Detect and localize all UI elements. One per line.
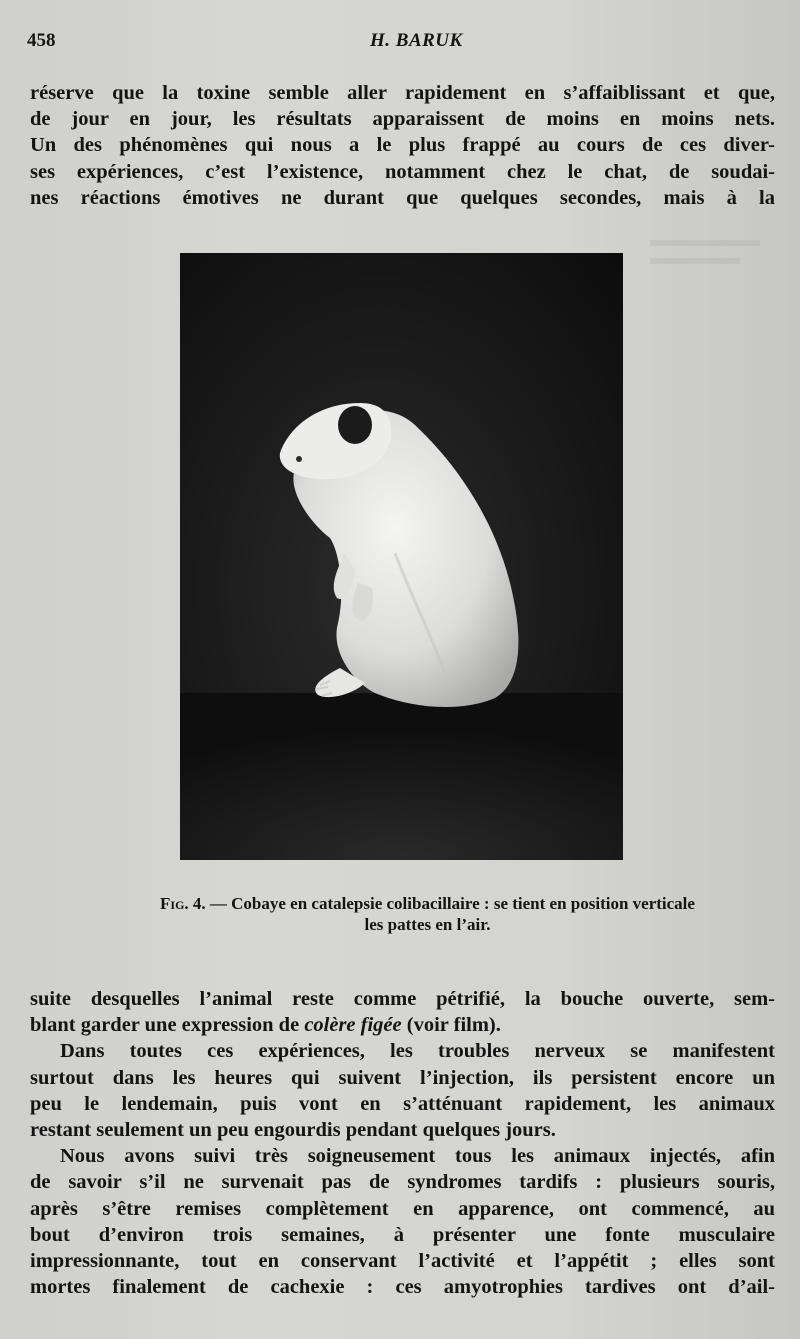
text-line: Nous avons suivi très soigneusement tous les animaux injectés, afin	[60, 1145, 775, 1168]
text-line: de savoir s’il ne survenait pas de syndromes tardifs : plusieurs souris,	[30, 1171, 775, 1194]
text-segment: blant garder une expression de	[30, 1014, 305, 1037]
caption-text: — Cobaye en catalepsie colibacillaire : se tient en position verticale	[209, 894, 695, 913]
page-number: 458	[27, 30, 56, 51]
text-line: de jour en jour, les résultats apparaissent de moins en moins nets.	[30, 108, 775, 131]
figure-photo-guinea-pig	[180, 253, 623, 860]
guinea-pig-photo	[180, 253, 623, 860]
figure-label: Fig. 4.	[160, 894, 206, 913]
page-header	[27, 30, 760, 56]
text-line: Un des phénomènes qui nous a le plus frappé au cours de ces diver-	[30, 134, 775, 157]
running-head: H. BARUK	[370, 30, 463, 51]
body-text-top	[30, 80, 775, 211]
text-line: restant seulement un peu engourdis pendant quelques jours.	[30, 1119, 556, 1142]
text-line: bout d’environ trois semaines, à présenter une fonte musculaire	[30, 1223, 775, 1246]
text-line: ses expériences, c’est l’existence, notamment chez le chat, de soudai-	[30, 160, 775, 183]
figure-caption	[90, 893, 765, 935]
text-line: nes réactions émotives ne durant que quelques secondes, mais à la	[30, 186, 775, 209]
text-line	[30, 986, 775, 1012]
text-line: surtout dans les heures qui suivent l’injection, ils persistent encore un	[30, 1066, 775, 1089]
show-through-text	[650, 230, 770, 275]
text-line: impressionnante, tout en conservant l’activité et l’appétit ; elles sont	[30, 1250, 775, 1273]
text-line	[30, 1012, 775, 1038]
caption-line-1	[90, 893, 765, 914]
text-line: après s’être remises complètement en apparence, ont commencé, au	[30, 1197, 775, 1220]
text-segment: suite desquelles l’animal reste comme pétrifié, la bouche ouverte, sem-	[30, 988, 775, 1010]
text-segment: (voir film).	[401, 1014, 501, 1037]
text-line: réserve que la toxine semble aller rapidement en s’affaiblissant et que,	[30, 82, 775, 104]
text-line: peu le lendemain, puis vont en s’atténuant rapidement, les animaux	[30, 1092, 775, 1115]
show-through-smudge	[650, 230, 770, 270]
body-text-bottom	[30, 986, 775, 1300]
text-line: mortes finalement de cachexie : ces amyotrophies tardives ont d’ail-	[30, 1276, 775, 1299]
italic-phrase: colère figée	[304, 1014, 402, 1037]
caption-line-2: les pattes en l’air.	[364, 915, 491, 934]
text-line: Dans toutes ces expériences, les troubles nerveux se manifestent	[60, 1040, 775, 1063]
